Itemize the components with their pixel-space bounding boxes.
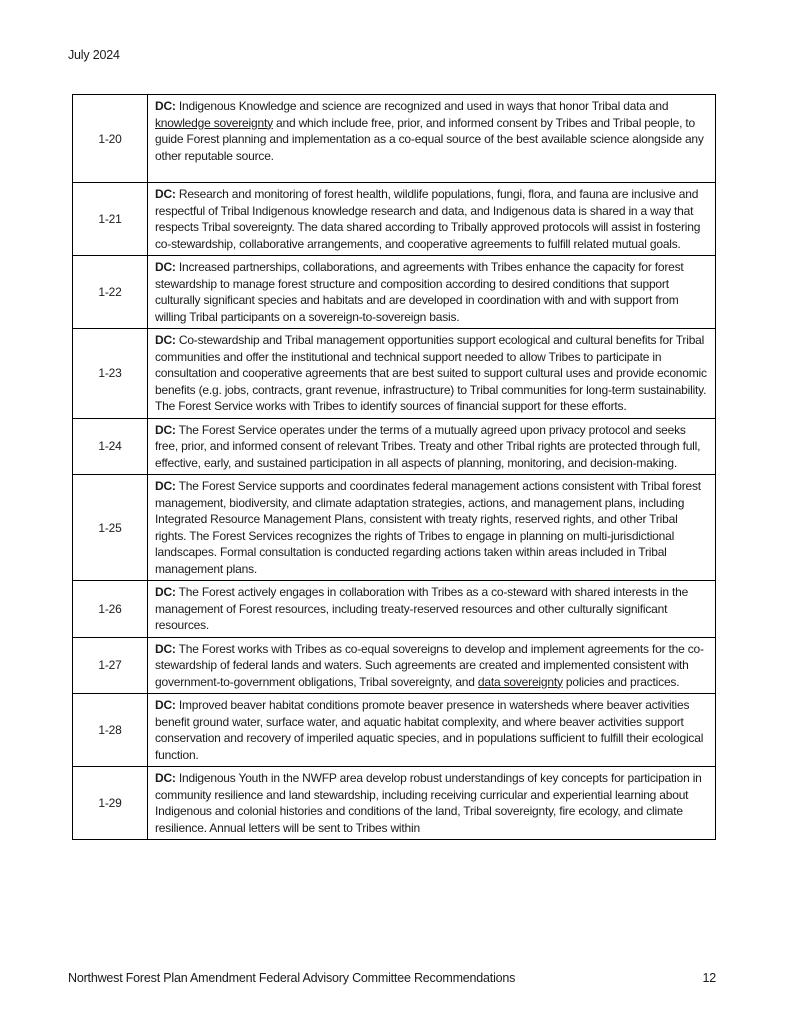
row-id-cell: 1-26 xyxy=(73,581,148,638)
dc-label: DC: xyxy=(155,698,176,712)
dc-text: Indigenous Knowledge and science are recognized and used in ways that honor Tribal data and xyxy=(175,99,669,113)
dc-text: Indigenous Youth in the NWFP area develop robust understandings of key concepts for participation in community resilience and land stewardship, including receiving curricular and experiential learning about Indigenous and colonial histories and conditions of the land, Tribal sovereignty, fire ecology, and climate resilience. Annual letters will be sent to Tribes within xyxy=(155,771,702,835)
dc-text: policies and practices. xyxy=(562,674,680,689)
row-dc-cell xyxy=(148,183,716,256)
dc-label: DC: xyxy=(155,771,176,785)
row-dc-cell xyxy=(148,418,716,475)
dc-text: The Forest Service supports and coordinates federal management actions consistent with Tribal forest management, biodiversity, and climate adaptation strategies, actions, and management plans, including Integrated Resource Management Plans, consistent with treaty rights, reserved rights, and other Tribal rights. The Forest Services recognizes the rights of Tribes to engage in planning on multi-jurisdictional landscapes. Formal consultation is conducted regarding actions taken within areas included in Tribal management plans. xyxy=(155,479,701,576)
dc-text: knowledge sovereignty xyxy=(155,115,273,130)
table-row xyxy=(73,95,716,183)
table-row xyxy=(73,418,716,475)
dc-text: The Forest works with Tribes as co-equal sovereigns to develop and implement agreements for the co-stewardship of federal lands and waters. Such agreements are created and implemented consistent with government-to-government obligations, Tribal sovereignty, and xyxy=(155,641,704,689)
page-footer xyxy=(68,971,716,985)
dc-text: data sovereignty xyxy=(477,674,563,689)
dc-table-body xyxy=(73,95,716,840)
row-dc-cell xyxy=(148,767,716,840)
dc-text: Increased partnerships, collaborations, and agreements with Tribes enhance the capacity for forest stewardship to manage forest structure and composition according to desired conditions that support culturally significant species and habitats and are developed in coordination with and with support from willing Tribal participants on a sovereign-to-sovereign basis. xyxy=(155,260,684,324)
dc-label: DC: xyxy=(155,99,176,113)
row-id-cell: 1-27 xyxy=(73,637,148,694)
row-dc-cell xyxy=(148,475,716,581)
row-dc-cell xyxy=(148,694,716,767)
dc-label: DC: xyxy=(155,479,176,493)
dc-text: Improved beaver habitat conditions promote beaver presence in watersheds where beaver activities benefit ground water, surface water, and aquatic habitat complexity, and where beaver activities support conservation and recovery of imperiled aquatic species, and in populations sufficient to fulfill their ecological function. xyxy=(155,698,704,762)
row-dc-cell xyxy=(148,256,716,329)
row-id-cell: 1-28 xyxy=(73,694,148,767)
dc-label: DC: xyxy=(155,333,176,347)
row-dc-cell xyxy=(148,95,716,183)
table-row xyxy=(73,694,716,767)
table-row xyxy=(73,767,716,840)
row-dc-cell xyxy=(148,581,716,638)
row-id-cell: 1-25 xyxy=(73,475,148,581)
table-row xyxy=(73,581,716,638)
dc-text: Co-stewardship and Tribal management opportunities support ecological and cultural benefits for Tribal communities and offer the institutional and technical support needed to allow Tribes to participate in consultation and cooperative agreements that are best suited to support cultural uses and provide economic benefits (e.g. jobs, contracts, grant revenue, infrastructure) to Tribal communities for long-term sustainability. The Forest Service works with Tribes to identify sources of financial support for these efforts. xyxy=(155,333,707,413)
dc-text: Research and monitoring of forest health, wildlife populations, fungi, flora, and fauna are inclusive and respectful of Tribal Indigenous knowledge research and data, and Indigenous data is shared in a way that respects Tribal sovereignty. The data shared according to Tribally approved protocols will assist in fostering co-stewardship, collaborative arrangements, and cooperative agreements to fulfill related mutual goals. xyxy=(155,187,701,251)
desired-conditions-table xyxy=(72,94,716,840)
row-id-cell: 1-21 xyxy=(73,183,148,256)
table-row xyxy=(73,183,716,256)
dc-label: DC: xyxy=(155,187,176,201)
dc-text: and which include free, prior, and informed consent by Tribes and Tribal people, to guide Forest planning and implementation as a co-equal source of the best available science alongside any other reputable source. xyxy=(155,115,704,163)
footer-page-number: 12 xyxy=(702,971,716,985)
table-row xyxy=(73,329,716,419)
row-id-cell: 1-23 xyxy=(73,329,148,419)
table-row xyxy=(73,256,716,329)
dc-text: The Forest Service operates under the terms of a mutually agreed upon privacy protocol and seeks free, prior, and informed consent of relevant Tribes. Treaty and other Tribal rights are protected through full, effective, early, and sustained participation in all aspects of planning, monitoring, and decision-making. xyxy=(155,422,701,470)
dc-label: DC: xyxy=(155,260,176,274)
row-dc-cell xyxy=(148,329,716,419)
row-id-cell: 1-24 xyxy=(73,418,148,475)
row-id-cell: 1-22 xyxy=(73,256,148,329)
dc-label: DC: xyxy=(155,641,176,656)
table-row xyxy=(73,637,716,694)
dc-label: DC: xyxy=(155,422,176,437)
row-id-cell: 1-20 xyxy=(73,95,148,183)
dc-label: DC: xyxy=(155,585,176,599)
footer-document-title: Northwest Forest Plan Amendment Federal Advisory Committee Recommendations xyxy=(68,971,516,985)
page-header-date: July 2024 xyxy=(68,48,120,62)
table-row xyxy=(73,475,716,581)
row-dc-cell xyxy=(148,637,716,694)
dc-text: The Forest actively engages in collaboration with Tribes as a co-steward with shared interests in the management of Forest resources, including treaty-reserved resources and other culturally significant resources. xyxy=(155,585,689,632)
row-id-cell: 1-29 xyxy=(73,767,148,840)
